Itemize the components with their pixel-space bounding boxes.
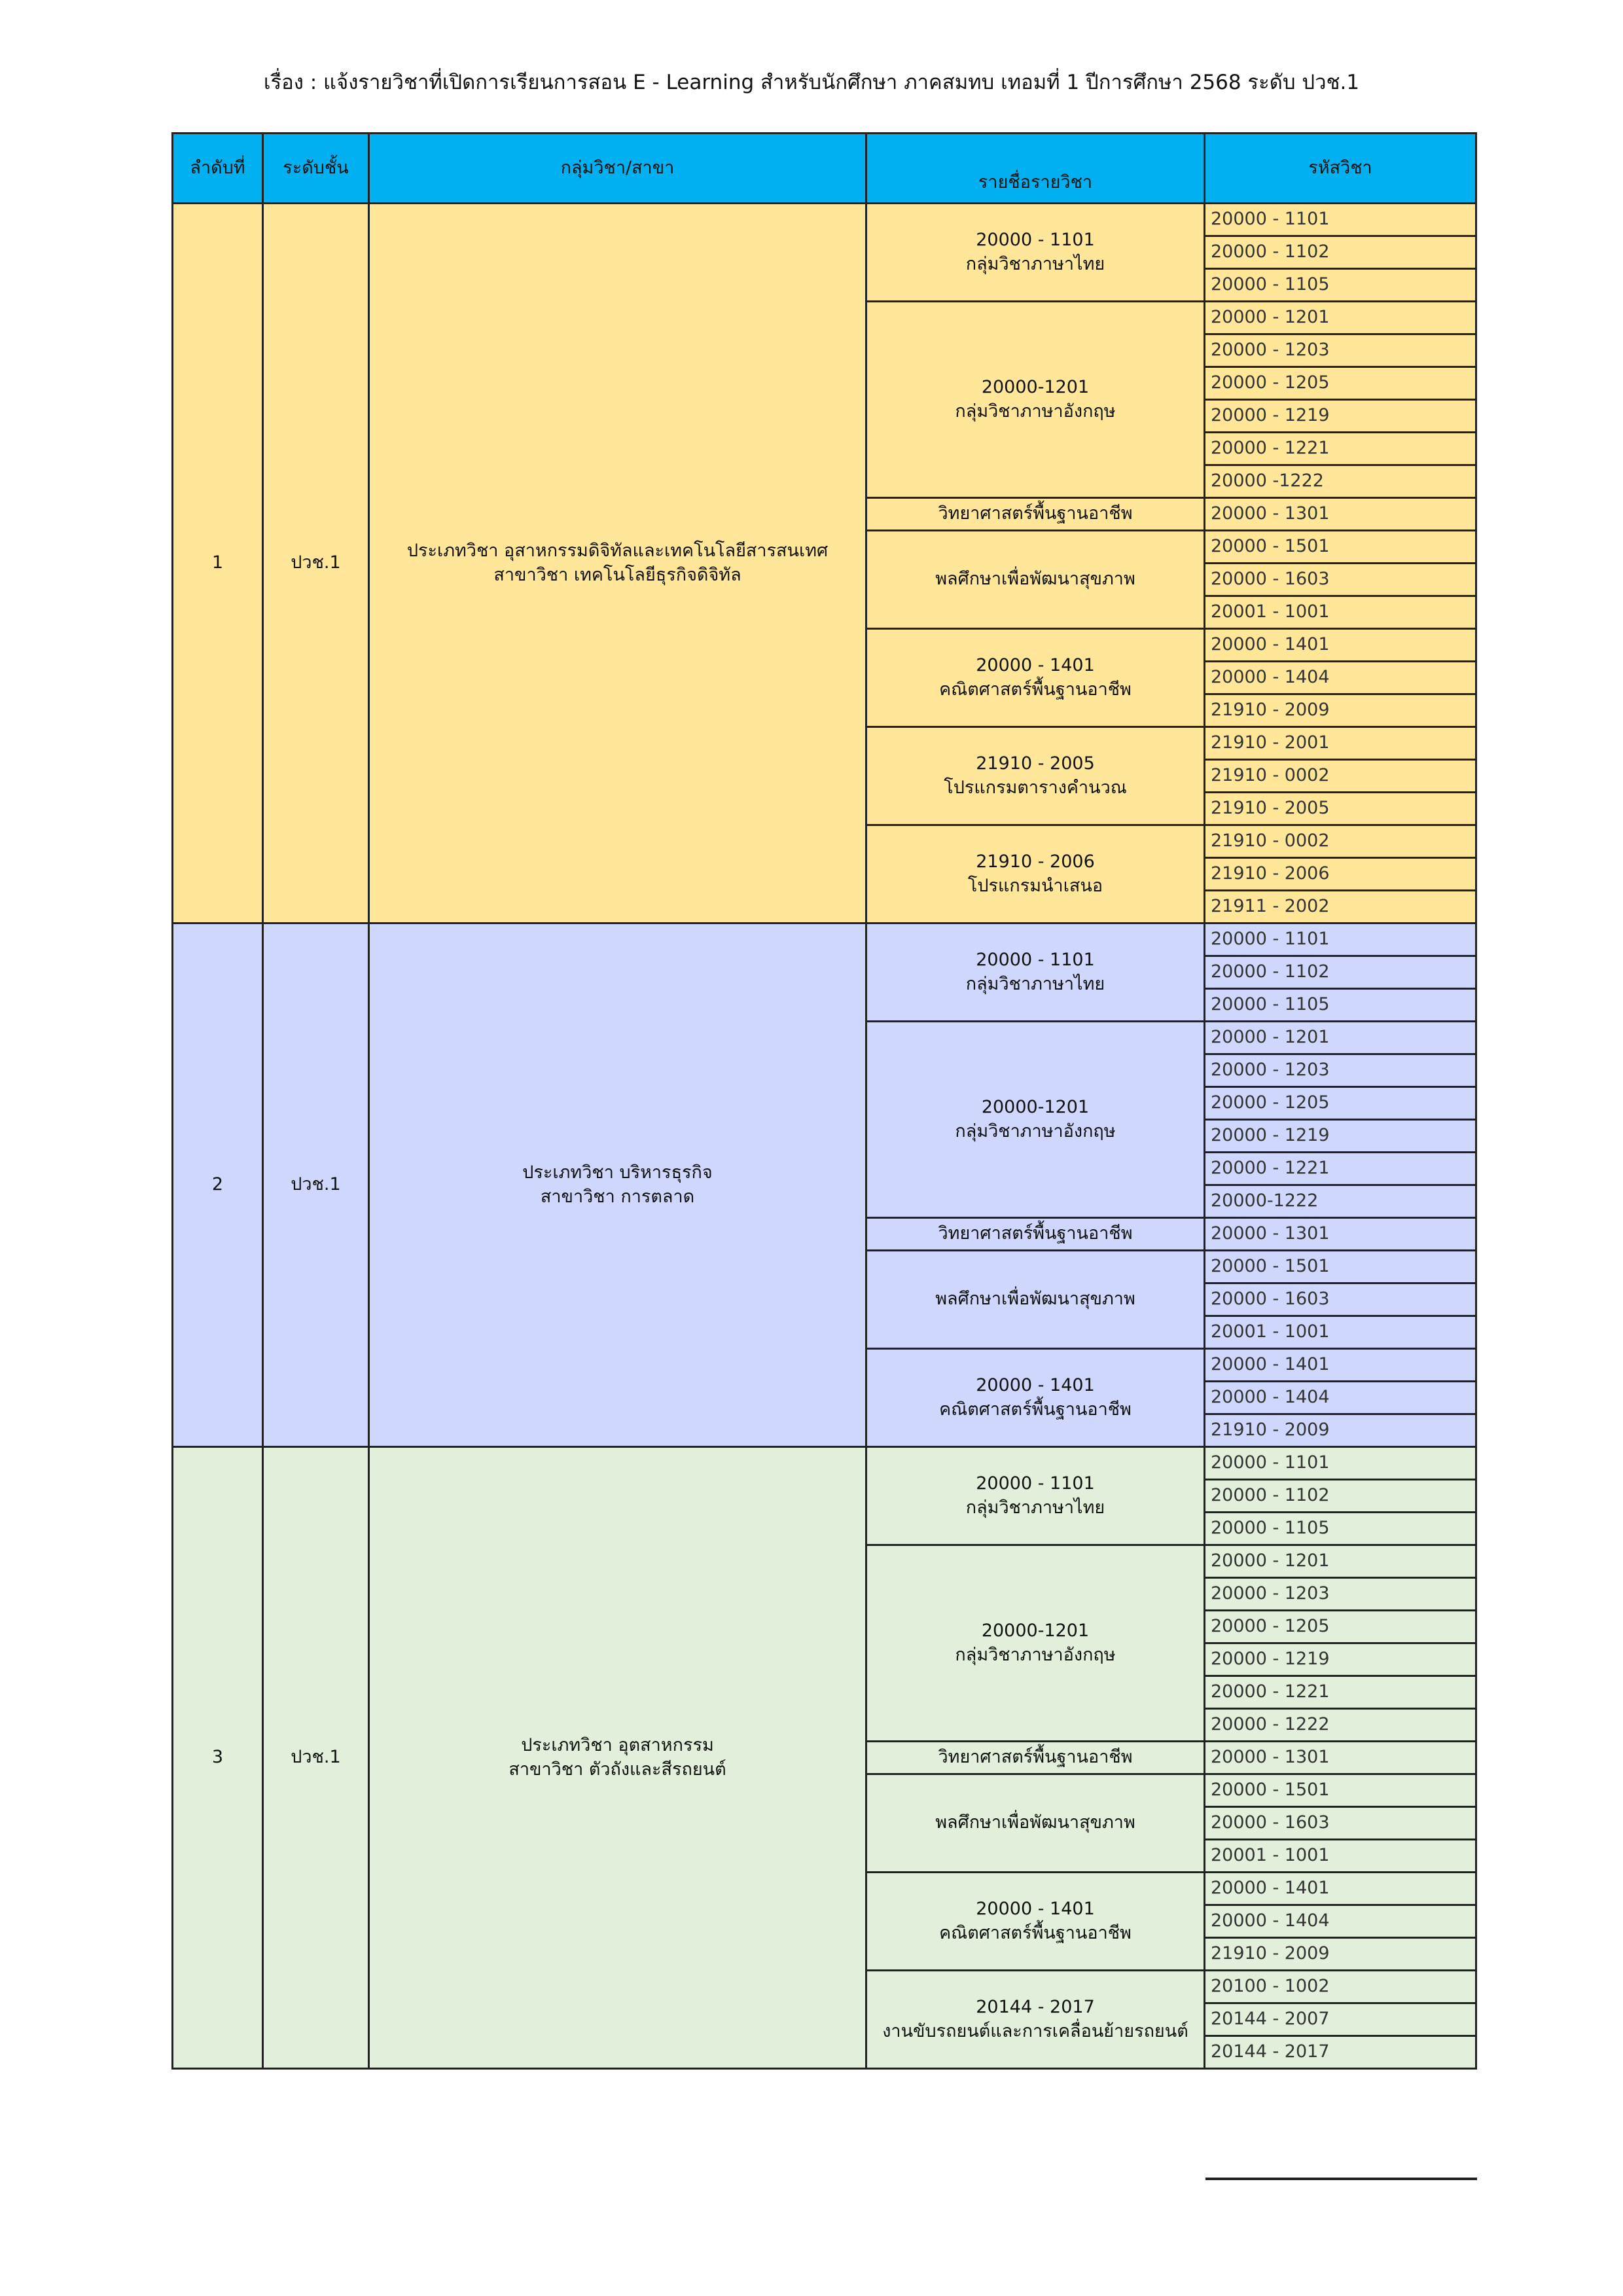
subject-name: โปรแกรมนำเสนอ	[967, 875, 1103, 896]
subject-name: กลุ่มวิชาภาษาไทย	[965, 973, 1105, 994]
section-group	[369, 924, 866, 1447]
course-code: 20000 - 1101	[1205, 924, 1476, 956]
course-code: 21911 - 2002	[1205, 891, 1476, 924]
course-code: 20000 - 1101	[1205, 1447, 1476, 1480]
course-code: 20000 - 1105	[1205, 1513, 1476, 1545]
course-code: 20000 - 1404	[1205, 662, 1476, 694]
subject-name: กลุ่มวิชาภาษาไทย	[965, 253, 1105, 274]
course-code: 20000-1222	[1205, 1185, 1476, 1218]
subject-code: 20000 - 1101	[976, 950, 1095, 971]
subject-cell	[866, 1742, 1205, 1774]
subject-cell	[866, 1545, 1205, 1742]
subject-name: วิทยาศาสตร์พื้นฐานอาชีพ	[938, 1747, 1133, 1768]
course-code: 20000 - 1501	[1205, 531, 1476, 564]
course-code: 20001 - 1001	[1205, 1840, 1476, 1873]
subject-cell	[866, 727, 1205, 825]
subject-code: 20000 - 1401	[976, 1375, 1095, 1396]
section-number: 3	[173, 1447, 263, 2069]
subject-code: 20000 - 1401	[976, 655, 1095, 676]
subject-name: กลุ่มวิชาภาษาอังกฤษ	[955, 1121, 1116, 1141]
course-table	[171, 132, 1477, 2070]
header-subject-label: รายชื่อรายวิชา	[978, 171, 1093, 192]
course-code: 20000 - 1221	[1205, 433, 1476, 465]
subject-cell	[866, 1873, 1205, 1971]
subject-name: กลุ่มวิชาภาษาอังกฤษ	[955, 401, 1116, 422]
subject-name: คณิตศาสตร์พื้นฐานอาชีพ	[939, 1922, 1132, 1943]
course-code: 20000 - 1219	[1205, 1643, 1476, 1676]
group-type: ประเภทวิชา อุตสาหกรรม	[521, 1735, 714, 1756]
course-code: 20000 -1222	[1205, 465, 1476, 498]
course-code: 20000 - 1603	[1205, 1283, 1476, 1316]
subject-name: กลุ่มวิชาภาษาอังกฤษ	[955, 1644, 1116, 1665]
course-code: 21910 - 2001	[1205, 727, 1476, 760]
header-group: กลุ่มวิชา/สาขา	[369, 134, 866, 204]
subject-code: 20144 - 2017	[976, 1997, 1095, 2018]
course-code: 20000 - 1203	[1205, 1578, 1476, 1611]
subject-name: โปรแกรมตารางคำนวณ	[944, 777, 1127, 798]
course-code: 20000 - 1222	[1205, 1709, 1476, 1742]
subject-name: กลุ่มวิชาภาษาไทย	[965, 1497, 1105, 1518]
course-code: 20000 - 1219	[1205, 400, 1476, 433]
course-code: 20000 - 1301	[1205, 1218, 1476, 1251]
course-code: 20000 - 1501	[1205, 1774, 1476, 1807]
course-code: 20001 - 1001	[1205, 1316, 1476, 1349]
subject-cell	[866, 302, 1205, 498]
group-major: สาขาวิชา การตลาด	[540, 1186, 695, 1207]
section-level: ปวช.1	[263, 1447, 369, 2069]
subject-name: พลศึกษาเพื่อพัฒนาสุขภาพ	[935, 1812, 1135, 1833]
subject-name: คณิตศาสตร์พื้นฐานอาชีพ	[939, 1399, 1132, 1420]
group-type: ประเภทวิชา อุสาหกรรมดิจิทัลและเทคโนโลยีสารสนเทศ	[406, 541, 829, 562]
course-code: 20144 - 2017	[1205, 2036, 1476, 2069]
subject-cell	[866, 498, 1205, 531]
course-code: 20000 - 1201	[1205, 1022, 1476, 1054]
course-code: 20000 - 1105	[1205, 989, 1476, 1022]
section-group	[369, 1447, 866, 2069]
section-number: 2	[173, 924, 263, 1447]
group-type: ประเภทวิชา บริหารธุรกิจ	[522, 1162, 713, 1183]
subject-cell	[866, 531, 1205, 629]
subject-code: 20000 - 1101	[976, 1473, 1095, 1494]
course-code: 20000 - 1603	[1205, 1807, 1476, 1840]
course-code: 20000 - 1301	[1205, 1742, 1476, 1774]
course-code: 20000 - 1205	[1205, 1087, 1476, 1120]
course-code: 20000 - 1501	[1205, 1251, 1476, 1283]
subject-name: คณิตศาสตร์พื้นฐานอาชีพ	[939, 679, 1132, 700]
course-code: 20000 - 1105	[1205, 269, 1476, 302]
subject-cell	[866, 1349, 1205, 1447]
header-level: ระดับชั้น	[263, 134, 369, 204]
table-bottom-rule	[1205, 2178, 1477, 2180]
subject-cell	[866, 1022, 1205, 1218]
header-code: รหัสวิชา	[1205, 134, 1476, 204]
course-code: 20000 - 1201	[1205, 1545, 1476, 1578]
course-code: 20144 - 2007	[1205, 2003, 1476, 2036]
course-code: 20000 - 1205	[1205, 367, 1476, 400]
subject-code: 21910 - 2005	[976, 753, 1095, 774]
document-title: เรื่อง : แจ้งรายวิชาที่เปิดการเรียนการสอน E - Learning สำหรับนักศึกษา ภาคสมทบ เทอมที่ 1 ปีการศึกษา 2568 ระดับ ปวช.1	[263, 71, 1360, 94]
section-group	[369, 204, 866, 924]
subject-name: พลศึกษาเพื่อพัฒนาสุขภาพ	[935, 1289, 1135, 1310]
course-code: 20000 - 1404	[1205, 1382, 1476, 1414]
subject-code: 20000 - 1101	[976, 230, 1095, 251]
subject-cell	[866, 1447, 1205, 1545]
course-code: 20000 - 1101	[1205, 204, 1476, 236]
course-code: 20000 - 1219	[1205, 1120, 1476, 1153]
course-code: 21910 - 2006	[1205, 858, 1476, 891]
subject-name: พลศึกษาเพื่อพัฒนาสุขภาพ	[935, 569, 1135, 590]
header-no: ลำดับที่	[173, 134, 263, 204]
subject-cell	[866, 1218, 1205, 1251]
table-header-row	[173, 134, 1476, 204]
course-code: 20000 - 1221	[1205, 1153, 1476, 1185]
group-major: สาขาวิชา ตัวถังและสีรถยนต์	[508, 1759, 726, 1780]
header-subject	[866, 134, 1205, 204]
course-code: 21910 - 2009	[1205, 1938, 1476, 1971]
subject-name: วิทยาศาสตร์พื้นฐานอาชีพ	[938, 503, 1133, 524]
group-major: สาขาวิชา เทคโนโลยีธุรกิจดิจิทัล	[493, 564, 741, 585]
course-code: 20000 - 1401	[1205, 1873, 1476, 1905]
subject-code: 20000-1201	[981, 1621, 1090, 1641]
section-level: ปวช.1	[263, 924, 369, 1447]
course-code: 20000 - 1301	[1205, 498, 1476, 531]
course-code: 20000 - 1205	[1205, 1611, 1476, 1643]
course-code: 20000 - 1203	[1205, 1054, 1476, 1087]
course-code: 20000 - 1203	[1205, 334, 1476, 367]
subject-cell	[866, 825, 1205, 924]
course-code: 20000 - 1102	[1205, 956, 1476, 989]
course-code: 21910 - 0002	[1205, 825, 1476, 858]
table-row	[173, 924, 1476, 956]
table-row	[173, 204, 1476, 236]
course-code: 20000 - 1102	[1205, 1480, 1476, 1513]
course-code: 20000 - 1404	[1205, 1905, 1476, 1938]
section-number: 1	[173, 204, 263, 924]
course-code: 20000 - 1201	[1205, 302, 1476, 334]
subject-cell	[866, 629, 1205, 727]
subject-code: 21910 - 2006	[976, 852, 1095, 872]
course-code: 20000 - 1102	[1205, 236, 1476, 269]
subject-code: 20000 - 1401	[976, 1899, 1095, 1920]
subject-cell	[866, 204, 1205, 302]
table-row	[173, 1447, 1476, 1480]
subject-cell	[866, 924, 1205, 1022]
course-code: 21910 - 2005	[1205, 793, 1476, 825]
course-code: 21910 - 2009	[1205, 1414, 1476, 1447]
course-code: 20000 - 1603	[1205, 564, 1476, 596]
subject-cell	[866, 1971, 1205, 2069]
course-code: 21910 - 2009	[1205, 694, 1476, 727]
course-code: 20100 - 1002	[1205, 1971, 1476, 2003]
subject-cell	[866, 1251, 1205, 1349]
course-code: 20000 - 1221	[1205, 1676, 1476, 1709]
course-code: 21910 - 0002	[1205, 760, 1476, 793]
subject-name: วิทยาศาสตร์พื้นฐานอาชีพ	[938, 1223, 1133, 1244]
course-code: 20001 - 1001	[1205, 596, 1476, 629]
section-level: ปวช.1	[263, 204, 369, 924]
subject-code: 20000-1201	[981, 1097, 1090, 1118]
course-code: 20000 - 1401	[1205, 1349, 1476, 1382]
subject-name: งานขับรถยนต์และการเคลื่อนย้ายรถยนต์	[882, 2020, 1188, 2041]
course-code: 20000 - 1401	[1205, 629, 1476, 662]
table-body	[173, 204, 1476, 2069]
subject-code: 20000-1201	[981, 377, 1090, 398]
subject-cell	[866, 1774, 1205, 1873]
